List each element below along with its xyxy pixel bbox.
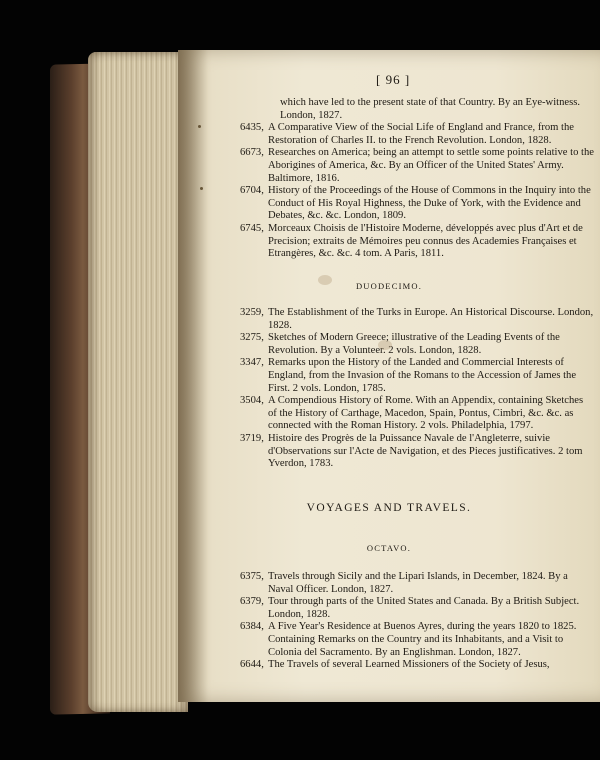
entry-text: Sketches of Modern Greece; illustrative of the Leading Events of the Revolution. By a Volunteer. 2 vols. London, 1828. [268,332,560,356]
entry-text: Histoire des Progrès de la Puissance Navale de l'Angleterre, suivie d'Observations sur l'Acte de Navigation, et des Pieces justificatives. 2 tom Yverdon, 1783. [268,432,583,470]
entry-number: 6644, [240,659,264,671]
continuation-text: which have led to the present state of that Country. By an Eye-witness. London, 1827. [280,97,580,121]
book-page [178,50,600,702]
paper-stain [318,275,332,285]
entry-number: 3504, [240,395,264,407]
section-heading-octavo: OCTAVO. [366,543,412,553]
entries-group-2 [206,307,594,471]
catalog-entry [206,659,594,672]
catalog-entry [206,122,594,147]
section-heading-duodecimo: DUODECIMO. [355,281,423,291]
page-block-edge [88,52,188,712]
entry-text: History of the Proceedings of the House of Commons in the Inquiry into the Conduct of His Royal Highness, the Duke of York, with the Evidence and Debates, &c. &c. London, 1809. [268,185,591,222]
entry-text: Travels through Sicily and the Lipari Islands, in December, 1824. By a Naval Officer. London, 1827. [268,571,568,595]
entry-text: A Comparative View of the Social Life of England and France, from the Restoration of Charles II. to the French Revolution. London, 1828. [268,122,575,146]
entry-text: Researches on America; being an attempt to settle some points relative to the Aborigines of America, &c. By an Officer of the United States' Army. Baltimore, 1816. [268,147,594,184]
paper-stain [378,340,392,350]
entry-number: 6745, [240,222,264,234]
entries-group-1 [206,97,594,261]
entry-text: A Compendious History of Rome. With an Appendix, containing Sketches of the History of Carthage, Macedon, Spain, Pontus, Cimbri, &c. &c. as connected with the Roman History. 2 vols. Philadelphia, 1797. [268,395,584,432]
entry-text: The Travels of several Learned Missioners of the Society of Jesus, [268,659,550,671]
catalog-entry [206,147,594,185]
entry-number: 3275, [240,332,264,344]
page-text [178,50,600,702]
entry-text: Tour through parts of the United States and Canada. By a British Subject. London, 1828. [268,596,580,620]
entry-number: 6435, [240,122,264,134]
entry-number: 6673, [240,147,264,159]
entry-number: 6379, [240,596,264,608]
entry-text: The Establishment of the Turks in Europe. An Historical Discourse. London, 1828. [268,307,594,331]
catalog-entry [206,357,594,395]
gutter-shadow [178,50,208,702]
catalog-entry [206,307,594,332]
catalog-entry [206,433,594,471]
entries-group-3 [206,571,594,672]
entry-number: 6375, [240,571,264,582]
entry-text: Remarks upon the History of the Landed and Commercial Interests of England, from the Invasion of the Romans to the Accession of James the First. 2 vols. London, 1785. [268,357,577,394]
catalog-entry [206,185,594,223]
entry-number: 3719, [240,432,264,444]
catalog-entry [206,223,594,261]
entry-text: Morceaux Choisis de l'Histoire Moderne, développés avec plus d'Art et de Precision; extraits de Mémoires peu connus des Academies Françaises et Etrangères, &c. &c. 4 tom. A Paris, 1811. [268,222,583,260]
section-heading-voyages: VOYAGES AND TRAVELS. [306,502,472,514]
page-number: [ 96 ] [376,72,411,87]
entry-text: A Five Year's Residence at Buenos Ayres, during the years 1820 to 1825. Containing Remarks on the Country and its Inhabitants, and a Visit to Colonia del Sacramento. By an Englishman. London, 1827. [268,621,577,658]
catalog-entry [206,621,594,659]
entry-number: 3259, [240,307,264,318]
catalog-entry [206,596,594,621]
catalog-entry [206,395,594,433]
entry-number: 6384, [240,621,264,633]
entry-number: 3347, [240,357,264,369]
catalog-entry [206,571,594,596]
catalog-entry [206,332,594,357]
entry-number: 6704, [240,185,264,197]
